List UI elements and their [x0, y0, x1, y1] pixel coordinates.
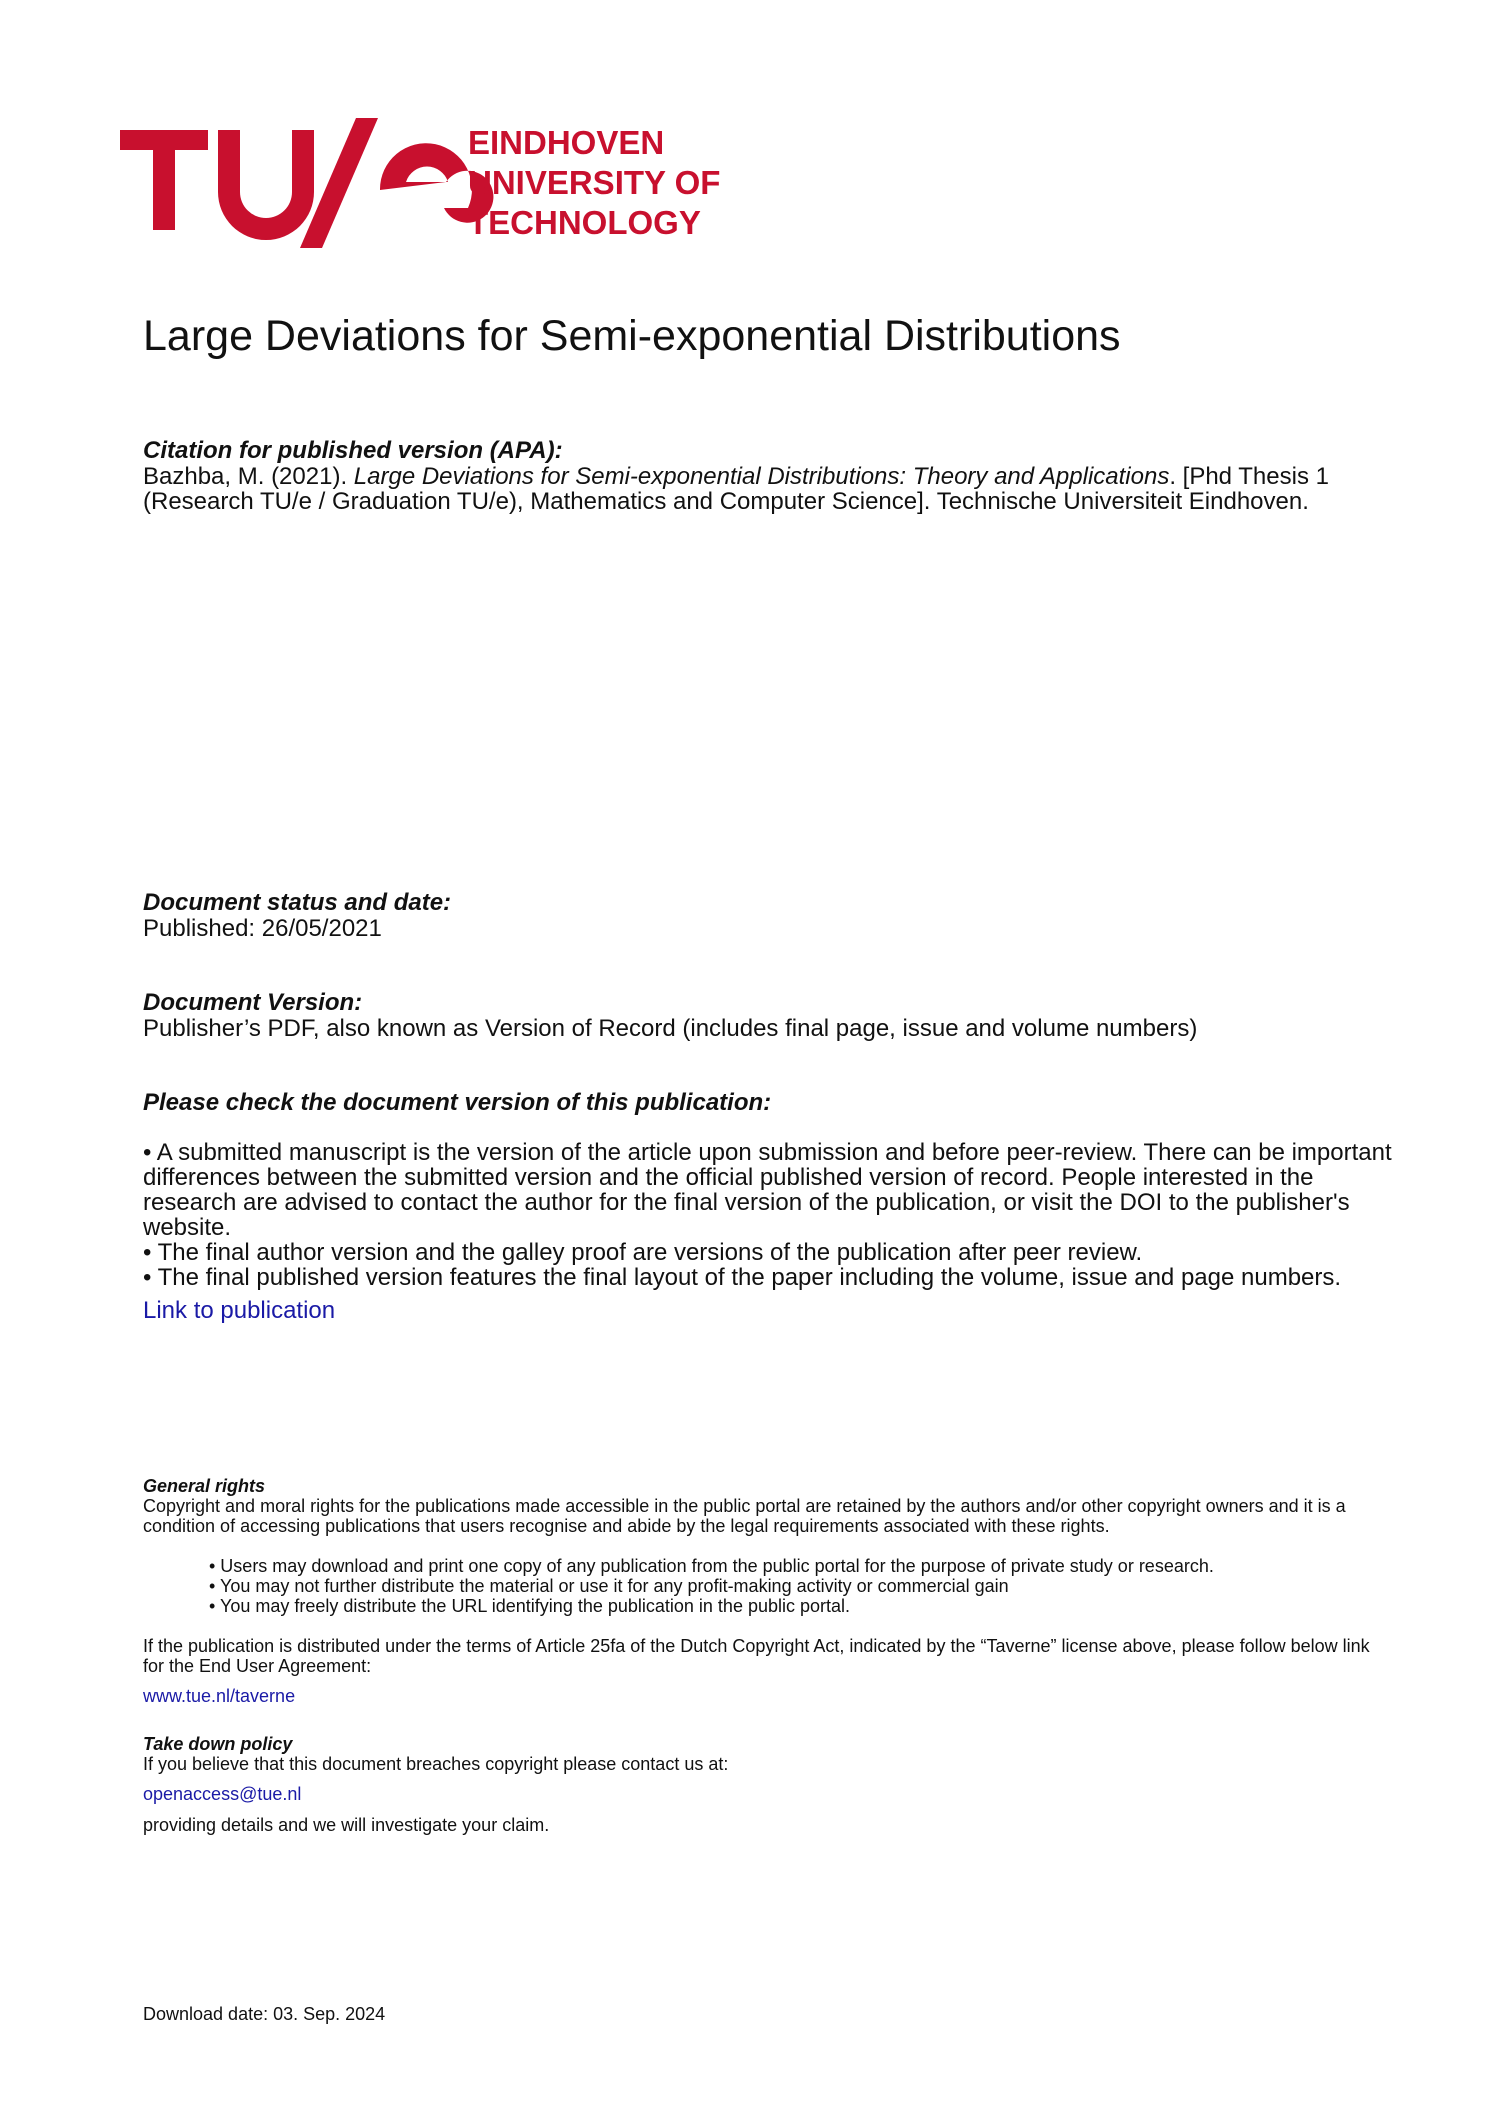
rights-text: Copyright and moral rights for the publications made accessible in the public portal are retained by the authors and/or other copyright owners and it is a condition of accessing publications that users recognise and abide by the legal requirements associated with these rights.	[143, 1496, 1346, 1536]
logo-line-3: TECHNOLOGY	[468, 204, 701, 241]
takedown-closing: providing details and we will investigate your claim.	[143, 1815, 550, 1835]
logo-line-1: EINDHOVEN	[468, 124, 665, 161]
rights-bullet: • Users may download and print one copy of any publication from the public portal for the purpose of private study or research.	[209, 1556, 1214, 1576]
status-text: Published: 26/05/2021	[143, 915, 382, 942]
download-date: Download date: 03. Sep. 2024	[143, 2004, 386, 2024]
rights-bullets	[143, 1556, 1393, 1616]
check-bullet: • The final author version and the galley proof are versions of the publication after peer review.	[143, 1239, 1143, 1266]
citation-author-year: Bazhba, M. (2021).	[143, 463, 354, 490]
takedown-section	[143, 1734, 1393, 1835]
citation-rest: . [Phd Thesis 1 (Research TU/e / Graduation TU/e), Mathematics and Computer Science]. Technische Universiteit Eindhoven.	[143, 463, 1329, 515]
download-date-section	[143, 2004, 1403, 2024]
taverne-link[interactable]: www.tue.nl/taverne	[143, 1686, 296, 1706]
version-section	[143, 990, 1403, 1041]
takedown-heading: Take down policy	[143, 1734, 293, 1754]
check-heading: Please check the document version of this publication:	[143, 1089, 772, 1116]
version-heading: Document Version:	[143, 989, 363, 1016]
rights-section	[143, 1476, 1393, 1707]
page-title: Large Deviations for Semi-exponential Distributions	[143, 312, 1121, 360]
citation-text	[143, 464, 1403, 514]
citation-section	[143, 438, 1403, 514]
rights-heading: General rights	[143, 1476, 266, 1496]
check-bullet: • The final published version features the final layout of the paper including the volume, issue and page numbers.	[143, 1264, 1342, 1291]
takedown-email-link[interactable]: openaccess@tue.nl	[143, 1784, 302, 1804]
version-text: Publisher’s PDF, also known as Version of Record (includes final page, issue and volume numbers)	[143, 1015, 1198, 1042]
tue-logo	[120, 118, 750, 258]
taverne-text: If the publication is distributed under the terms of Article 25fa of the Dutch Copyright Act, indicated by the “Taverne” license above, please follow below link for the End User Agreement:	[143, 1636, 1370, 1676]
rights-bullet: • You may freely distribute the URL identifying the publication in the public portal.	[209, 1596, 851, 1616]
rights-bullet: • You may not further distribute the material or use it for any profit-making activity or commercial gain	[209, 1576, 1009, 1596]
status-section	[143, 890, 1403, 941]
takedown-text: If you believe that this document breaches copyright please contact us at:	[143, 1754, 729, 1774]
check-bullet: • A submitted manuscript is the version of the article upon submission and before peer-review. There can be important differences between the submitted version and the official published version of record. People interested in the research are advised to contact the author for the final version of the publication, or visit the DOI to the publisher's website.	[143, 1139, 1392, 1241]
citation-heading: Citation for published version (APA):	[143, 437, 563, 464]
check-section	[143, 1090, 1403, 1324]
logo-line-2: UNIVERSITY OF	[468, 164, 721, 201]
citation-work-title: Large Deviations for Semi-exponential Distributions: Theory and Applications	[353, 463, 1170, 490]
check-bullets	[143, 1140, 1403, 1290]
link-to-publication[interactable]: Link to publication	[143, 1297, 336, 1324]
status-heading: Document status and date:	[143, 889, 452, 916]
